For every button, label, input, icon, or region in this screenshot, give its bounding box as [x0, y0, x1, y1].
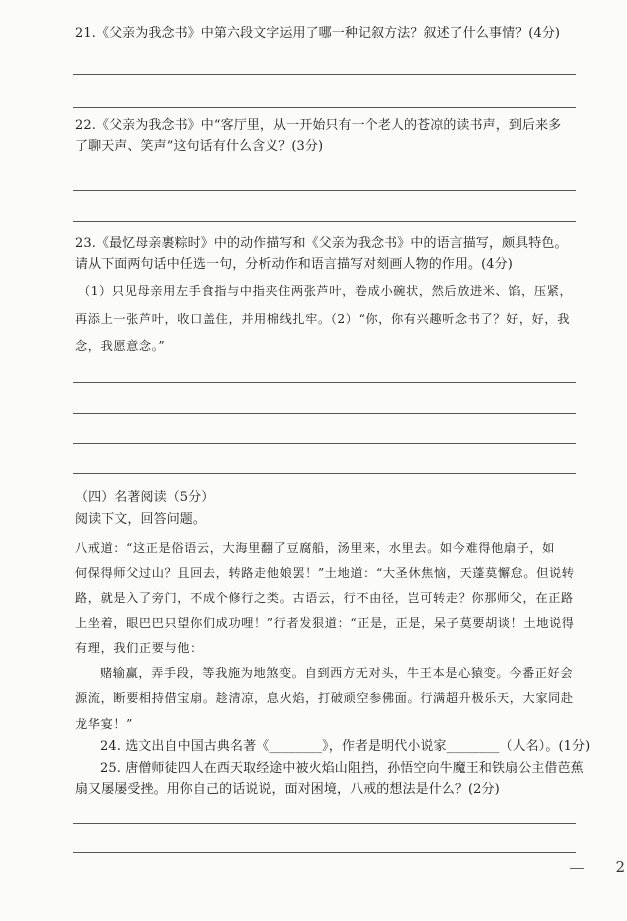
answer-line	[73, 443, 576, 444]
question-25-line2: 扇又屡屡受挫。用你自己的话说说，面对困境，八戒的想法是什么？(2分)	[75, 782, 500, 797]
question-24	[100, 739, 590, 755]
passage-line: 路，就是入了旁门，不成个修行之类。古语云，行不由径，岂可转走？你那师父，在正路	[75, 591, 574, 605]
question-23-line2: 请从下面两句话中任选一句，分析动作和语言描写对刻画人物的作用。(4分)	[75, 257, 513, 272]
answer-line	[73, 382, 576, 383]
question-24-text-b: 》，作者是明代小说家	[322, 739, 447, 754]
question-21: 21.《父亲为我念书》中第六段文字运用了哪一种记叙方法？叙述了什么事情？(4分)	[75, 26, 561, 41]
passage-line: 何保得师父过山？且回去，转路走他娘罢！”土地道：“大圣休焦恼，天蓬莫懈怠。但说转	[75, 566, 575, 580]
answer-line	[73, 473, 576, 474]
page-number: 2	[615, 858, 625, 876]
question-24-text-c: （人名）。(1分)	[499, 739, 591, 754]
question-22-line2: 了聊天声、笑声”这句话有什么含义？(3分)	[75, 139, 324, 154]
answer-line	[73, 852, 576, 853]
answer-line	[73, 107, 576, 108]
answer-line	[73, 190, 576, 191]
quote-line2: 再添上一张芦叶，收口盖住，并用棉线扎牢。（2）“你，你有兴趣听念书了？好，好，我	[75, 312, 571, 326]
passage-line: 上坐着，眼巴巴只望你们成功哩！”行者发狠道：“正是，正是，呆子莫要胡谈！土地说得	[75, 616, 575, 630]
blank-book-title[interactable]: ________	[269, 739, 323, 754]
section-heading: （四）名著阅读（5分）	[75, 490, 215, 505]
answer-line	[73, 413, 576, 414]
passage-line: 有理，我们正要与他：	[75, 641, 203, 655]
question-22-line1: 22.《父亲为我念书》中“客厅里，从一开始只有一个老人的苍凉的读书声，到后来多	[75, 118, 562, 133]
section-instruction: 阅读下文，回答问题。	[75, 512, 207, 527]
answer-line	[73, 823, 576, 824]
passage-line: 源流，断要相持借宝扇。趁清凉，息火焰，打破顽空参佛面。行满超升极乐天，大家同赴	[75, 691, 574, 705]
blank-author-name[interactable]: ________	[446, 739, 500, 754]
question-23-line1: 23.《最忆母亲裹粽时》中的动作描写和《父亲为我念书》中的语言描写，颇具特色。	[75, 236, 568, 251]
answer-line	[73, 74, 576, 75]
answer-line	[73, 221, 576, 222]
quote-line1: （1）只见母亲用左手食指与中指夹住两张芦叶，卷成小碗状，然后放进米、馅，压紧，	[78, 284, 573, 298]
page-number-dash	[570, 868, 584, 869]
question-24-text-a: 24. 选文出自中国古典名著《	[100, 739, 270, 754]
quote-line3: 念，我愿意念。”	[75, 339, 166, 353]
question-25-line1: 25. 唐僧师徒四人在西天取经途中被火焰山阻挡，孙悟空向牛魔王和铁扇公主借芭蕉	[100, 761, 584, 776]
passage-line: 赌输赢，弄手段，等我施为地煞变。自到西方无对头，牛王本是心猿变。今番正好会	[100, 666, 574, 680]
passage-line: 八戒道：“这正是俗语云，大海里翻了豆腐船，汤里来，水里去。如今难得他扇子，如	[75, 541, 555, 555]
passage-line: 龙华宴！”	[75, 717, 133, 731]
